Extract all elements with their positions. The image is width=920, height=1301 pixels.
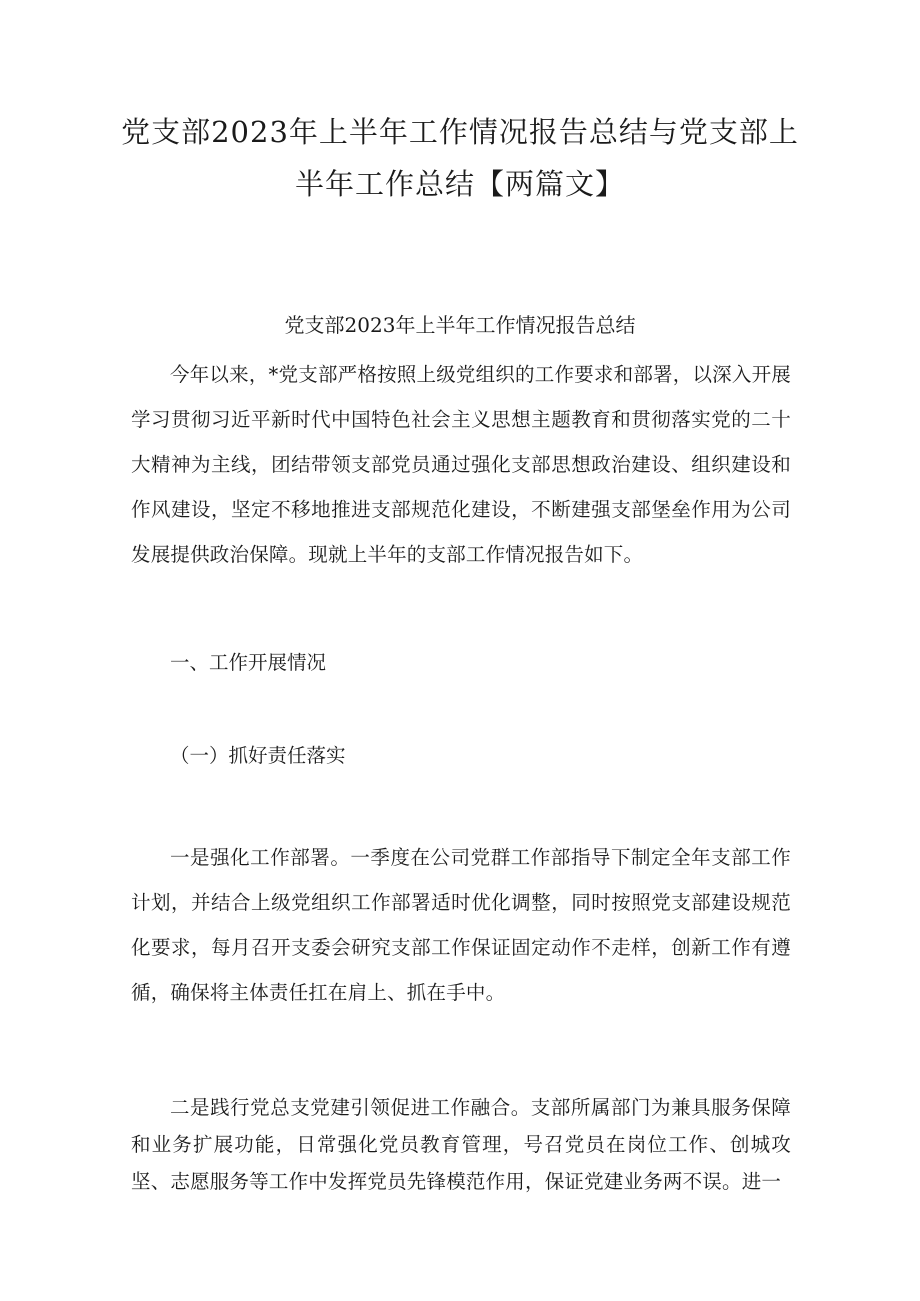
document-title: 党支部2023年上半年工作情况报告总结与党支部上半年工作总结【两篇文】 [121, 115, 799, 201]
paragraph-deployment: 一是强化工作部署。一季度在公司党群工作部指导下制定全年支部工作计划，并结合上级党组织工作部署适时优化调整，同时按照党支部建设规范化要求，每月召开支委会研究支部工作保证固定动作不走样，创新工作有遵循，确保将主体责任扛在肩上、抓在手中。 [131, 846, 791, 1004]
subheading-responsibility: （一）抓好责任落实 [170, 744, 346, 767]
section-title: 党支部2023年上半年工作情况报告总结 [284, 313, 636, 337]
heading-work-progress: 一、工作开展情况 [170, 651, 327, 674]
paragraph-integration: 二是践行党总支党建引领促进工作融合。支部所属部门为兼具服务保障和业务扩展功能，日常强化党员教育管理，号召党员在岗位工作、创城攻坚、志愿服务等工作中发挥党员先锋模范作用，保证党建业务两不误。进一 [131, 1096, 791, 1193]
intro-paragraph: 今年以来，*党支部严格按照上级党组织的工作要求和部署，以深入开展学习贯彻习近平新时代中国特色社会主义思想主题教育和贯彻落实党的二十大精神为主线，团结带领支部党员通过强化支部思想政治建设、组织建设和作风建设，坚定不移地推进支部规范化建设，不断建强支部堡垒作用为公司发展提供政治保障。现就上半年的支部工作情况报告如下。 [131, 363, 791, 566]
